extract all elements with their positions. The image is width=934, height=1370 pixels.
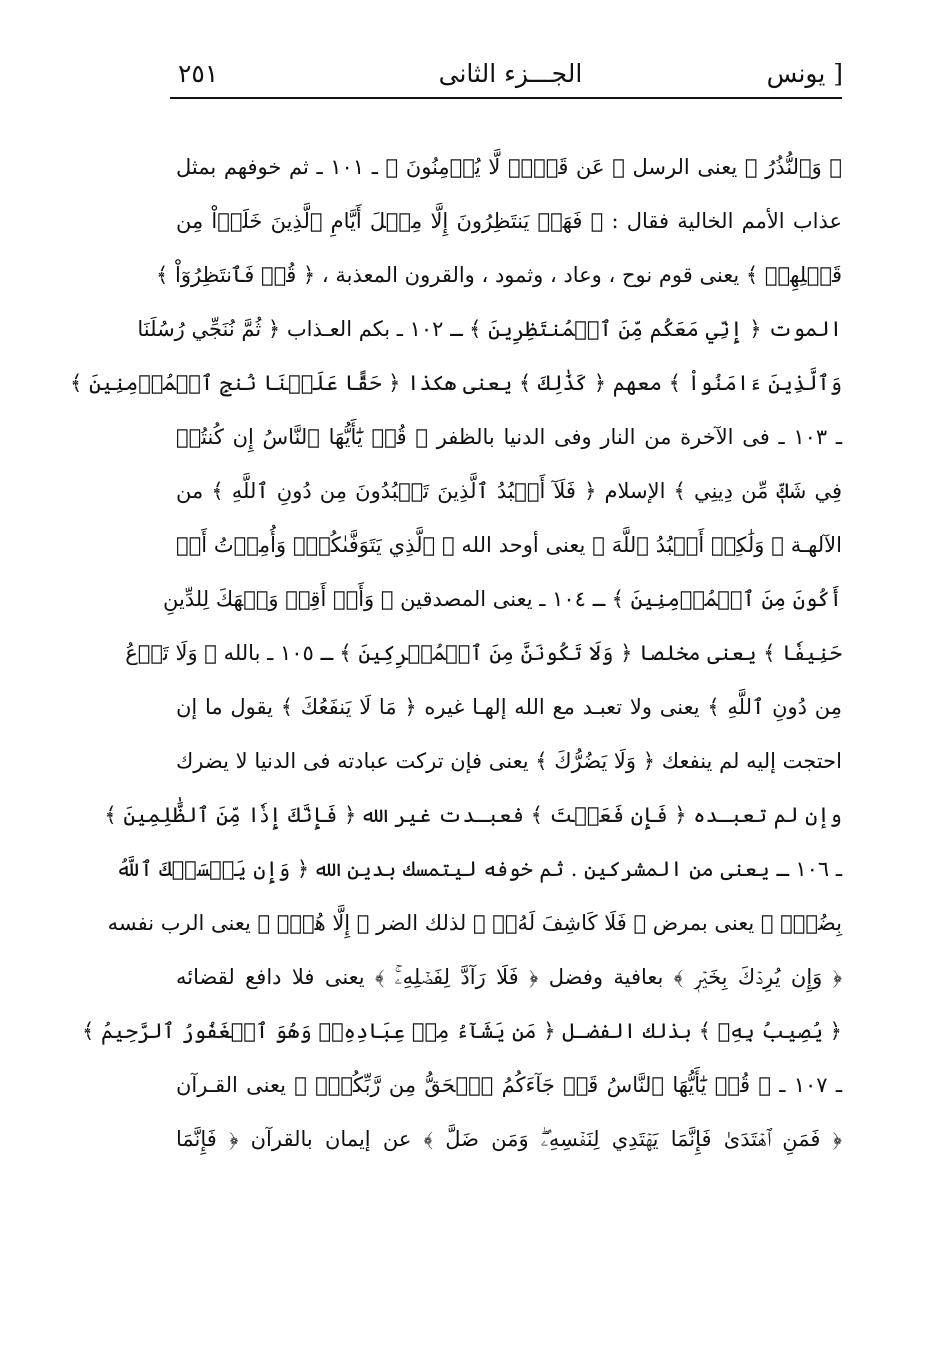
- text-line: بِضُرّٖ ﴾ يعنى بمرض ﴿ فَلَا كَاشِفَ لَهُۥٓ ﴾ لذلك الضر ﴿ إِلَّا هُوَۖ ﴾ يعنى الرب نفسه: [107, 911, 842, 935]
- header-part-title: الجـــزء الثانى: [438, 59, 583, 88]
- text-line: احتجت إليه لم ينفعك ﴿ وَلَا يَضُرُّكَ ﴾ يعنى فإن تركت عبادته فى الدنيا لا يضرك: [176, 749, 842, 773]
- text-line: الآلهـة ﴿ وَلَٰكِنۡ أَعۡبُدُ ٱللَّهَ ﴾ يعنى أوحد الله ﴿ ٱلَّذِي يَتَوَفَّىٰكُمۡۖ وَأُمِرۡتُ أَنۡ: [176, 533, 842, 557]
- text-line: ـ ١٠٦ ـ يعنى من المشركين . ثم خوفه ليتمسك بدين الله ﴿ وَإِن يَمۡسَسۡكَ ٱللَّهُ: [115, 857, 842, 881]
- header-page-number: ٢٥١: [178, 59, 219, 88]
- header-divider: [170, 97, 842, 99]
- text-line: ﴿ وَٱلنُّذُرُ ﴾ يعنى الرسل ﴿ عَن قَوۡمٖ لَّا يُؤۡمِنُونَ ﴾ ـ ١٠١ ـ ثم خوفهم بمثل: [176, 155, 842, 179]
- text-line: حَنِيفٗا ﴾ يعنى مخلصا ﴿ وَلَا تَكُونَنَّ مِنَ ٱلۡمُشۡرِكِينَ ﴾ ـ ١٠٥ ـ بالله ﴿ وَلَا تَدۡعُ: [125, 641, 842, 665]
- text-line: ـ ١٠٣ ـ فى الآخرة من النار وفى الدنيا بالظفر ﴿ قُلۡ يَٰٓأَيُّهَا ٱلنَّاسُ إِن كُنتُمۡ: [176, 425, 843, 449]
- page-header: [178, 54, 843, 98]
- text-line: قَبۡلِهِمۡ ﴾ يعنى قوم نوح ، وعاد ، وثمود ، والقرون المعذبة ، ﴿ قُلۡ فَٱنتَظِرُوٓاْ ﴾: [156, 263, 842, 287]
- text-line: الموت ﴿ إِنِّي مَعَكُم مِّنَ ٱلۡمُنتَظِرِينَ ﴾ ـ ١٠٢ ـ بكم العـذاب ﴿ ثُمَّ نُنَجِّي رُسُلَنَا: [137, 317, 842, 341]
- text-line: وإن لم تعبـده ﴿ فَإِن فَعَلۡتَ ﴾ فعبـدت غير الله ﴿ فَإِنَّكَ إِذٗا مِّنَ ٱلظَّٰلِمِينَ ﴾: [104, 803, 842, 827]
- text-line: وَٱلَّذِينَ ءَامَنُواْ ﴾ معهم ﴿ كَذَٰلِكَ ﴾ يعنى هكذا ﴿ حَقًّا عَلَيۡنَا نُنجِ ٱلۡمُؤۡمِنِينَ ﴾: [70, 371, 842, 395]
- text-line: ﴿ وَإِن يُرِدۡكَ بِخَيۡرٖ ﴾ بعافية وفضل ﴿ فَلَا رَآدَّ لِفَضۡلِهِۦۚ ﴾ يعنى فلا دافع لقضائه: [176, 965, 842, 989]
- header-surah-name: يونس ]: [766, 59, 843, 88]
- body-text: [70, 140, 843, 1166]
- text-line: أَكُونَ مِنَ ٱلۡمُؤۡمِنِينَ ﴾ ـ ١٠٤ ـ يعنى المصدقين ﴿ وَأَنۡ أَقِمۡ وَجۡهَكَ لِلدِّينِ: [162, 587, 842, 611]
- text-line: فِي شَكّٖ مِّن دِينِي ﴾ الإسلام ﴿ فَلَآ أَعۡبُدُ ٱلَّذِينَ تَعۡبُدُونَ مِن دُونِ ٱللَّهِ ﴾ من: [176, 479, 842, 503]
- text-line: عذاب الأمم الخالية فقال : ﴿ فَهَلۡ يَنتَظِرُونَ إِلَّا مِثۡلَ أَيَّامِ ٱلَّذِينَ خَلَوۡاْ مِن: [176, 209, 842, 233]
- text-line: مِن دُونِ ٱللَّهِ ﴾ يعنى ولا تعبـد مع الله إلهـا غيره ﴿ مَا لَا يَنفَعُكَ ﴾ يقول ما إن: [176, 695, 842, 719]
- text-line: ﴿ يُصِيبُ بِهِۦ ﴾ بذلك الفضـل ﴿ مَن يَشَآءُ مِنۡ عِبَادِهِۦۚ وَهُوَ ٱلۡغَفُورُ ٱلرَّحِيمُ ﴾: [82, 1019, 842, 1043]
- text-line: ﴿ فَمَنِ ٱهۡتَدَىٰ فَإِنَّمَا يَهۡتَدِي لِنَفۡسِهِۦۖ وَمَن ضَلَّ ﴾ عن إيمان بالقرآن ﴿ فَإِنَّمَا: [176, 1127, 842, 1151]
- text-line: ـ ١٠٧ ـ ﴿ قُلۡ يَٰٓأَيُّهَا ٱلنَّاسُ قَدۡ جَآءَكُمُ ٱلۡحَقُّ مِن رَّبِّكُمۡۖ ﴾ يعنى القـرآن: [176, 1073, 843, 1097]
